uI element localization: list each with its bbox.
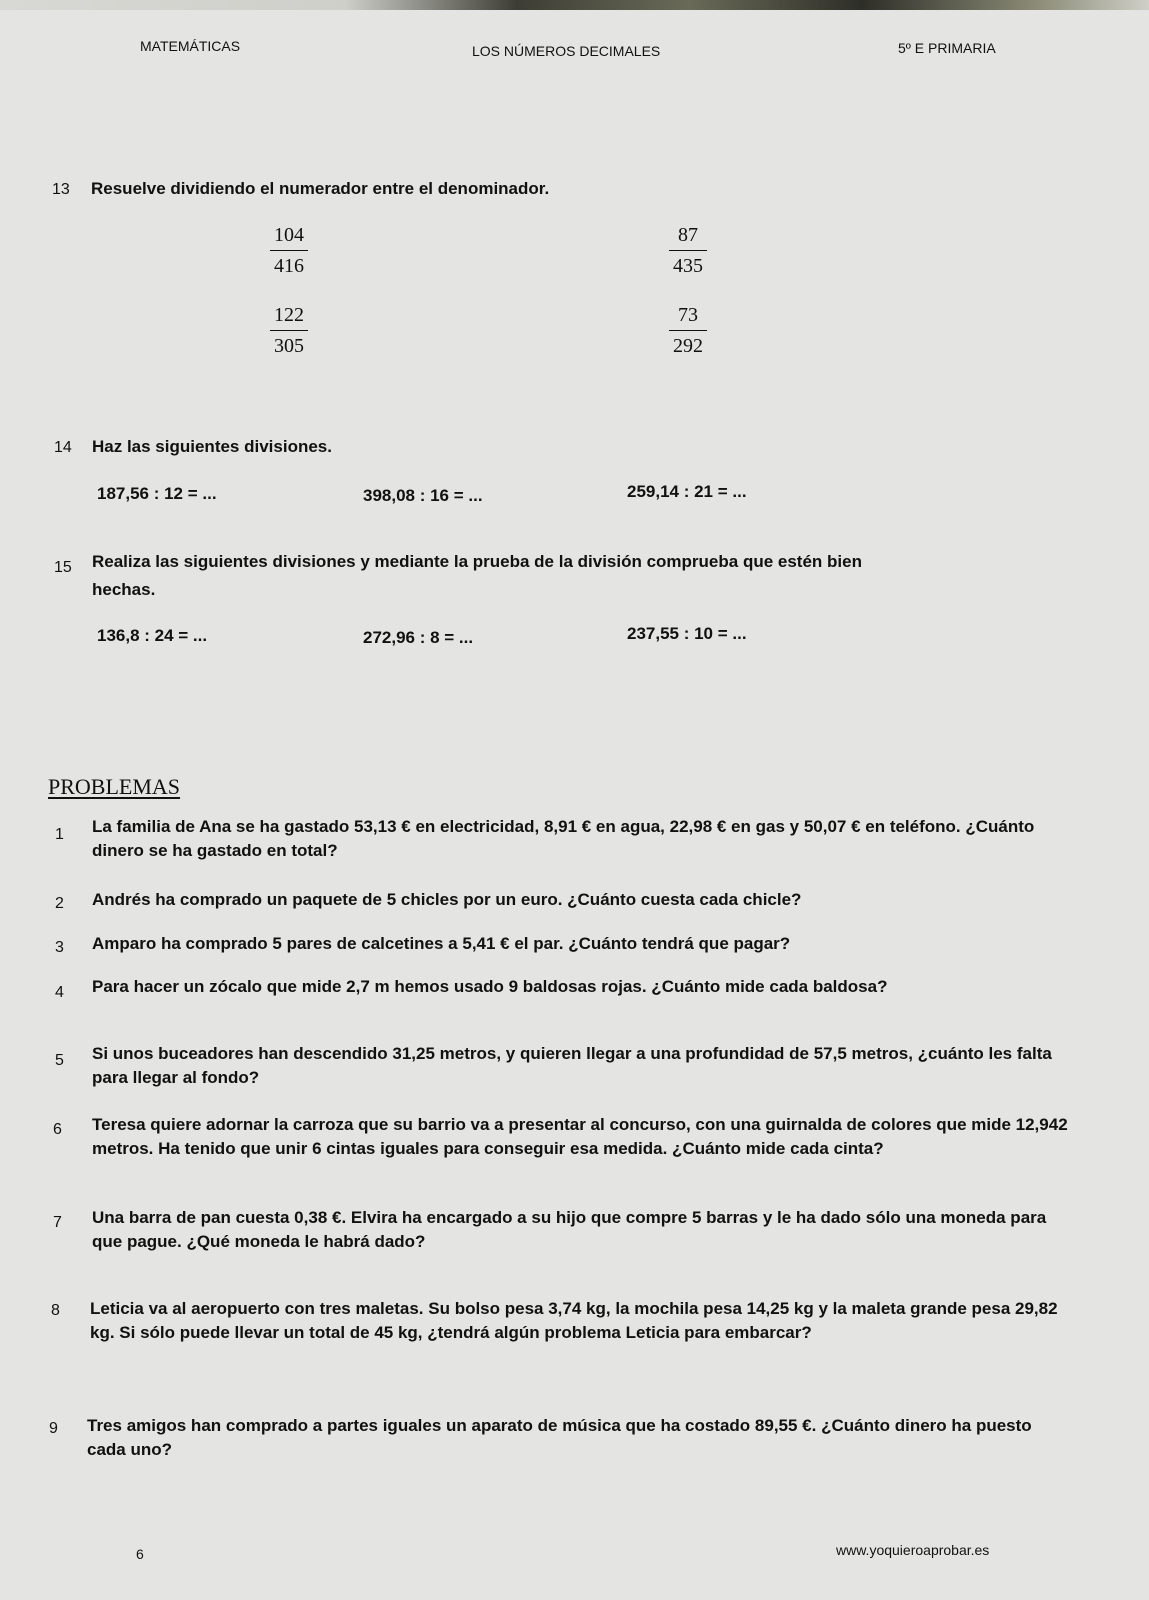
- problem-text: La familia de Ana se ha gastado 53,13 € en electricidad, 8,91 € en agua, 22,98 € en gas y 50,07 € en teléfono. ¿Cuánto dinero se ha gastado en total?: [92, 817, 1035, 860]
- exercise-instruction-line1: Realiza las siguientes divisiones y mediante la prueba de la división comprueba que estén bien: [92, 552, 862, 571]
- problem-number: 2: [55, 895, 64, 912]
- header-subject: MATEMÁTICAS: [140, 38, 241, 54]
- problem-number: 4: [55, 984, 64, 1001]
- problem-number: 6: [53, 1121, 62, 1138]
- problem-number: 3: [55, 939, 64, 956]
- fraction-denominator: 416: [274, 255, 304, 277]
- division-item: 398,08 : 16 = ...: [363, 486, 483, 505]
- fraction-denominator: 435: [673, 255, 703, 277]
- division-item: 259,14 : 21 = ...: [627, 482, 747, 501]
- problem-text: Andrés ha comprado un paquete de 5 chicles por un euro. ¿Cuánto cuesta cada chicle?: [92, 890, 802, 909]
- problem-text: Teresa quiere adornar la carroza que su barrio va a presentar al concurso, con una guirnalda de colores que mide 12,942 metros. Ha tenido que unir 6 cintas iguales para conseguir esa medida. ¿Cuánto mide cada cinta?: [92, 1115, 1068, 1158]
- exercise-instruction-line2: hechas.: [92, 580, 156, 599]
- problem-number: 8: [51, 1302, 60, 1319]
- fraction-numerator: 104: [274, 224, 304, 246]
- problem-number: 9: [49, 1420, 58, 1437]
- exercise-instruction: Haz las siguientes divisiones.: [92, 437, 332, 456]
- header-level: 5º E PRIMARIA: [898, 40, 996, 56]
- fraction: [264, 303, 314, 358]
- fraction-numerator: 122: [274, 304, 304, 326]
- division-item: 136,8 : 24 = ...: [97, 626, 208, 645]
- fraction-denominator: 292: [673, 335, 703, 357]
- problem-number: 5: [55, 1052, 64, 1069]
- fraction-bar: [669, 250, 707, 251]
- problem-text: Para hacer un zócalo que mide 2,7 m hemos usado 9 baldosas rojas. ¿Cuánto mide cada baldosa?: [92, 977, 888, 996]
- problem-number: 7: [53, 1214, 62, 1231]
- problem-text: Tres amigos han comprado a partes iguales un aparato de música que ha costado 89,55 €. ¿Cuánto dinero ha puesto cada uno?: [87, 1416, 1032, 1459]
- exercise-number: 14: [54, 439, 72, 456]
- fraction-denominator: 305: [274, 335, 304, 357]
- fraction: [264, 223, 314, 278]
- division-item: 187,56 : 12 = ...: [97, 484, 217, 503]
- fraction: [663, 223, 713, 278]
- fraction-bar: [669, 330, 707, 331]
- scan-top-band: [0, 0, 1149, 10]
- fraction-numerator: 87: [678, 224, 698, 246]
- section-title: PROBLEMAS: [48, 774, 181, 799]
- fraction: [663, 303, 713, 358]
- problem-number: 1: [55, 826, 64, 843]
- exercise-number: 13: [52, 181, 70, 198]
- division-item: 272,96 : 8 = ...: [363, 628, 474, 647]
- footer-website: www.yoquieroaprobar.es: [836, 1542, 990, 1558]
- division-item: 237,55 : 10 = ...: [627, 624, 747, 643]
- page-number: 6: [136, 1546, 144, 1562]
- problem-text: Una barra de pan cuesta 0,38 €. Elvira ha encargado a su hijo que compre 5 barras y le ha dado sólo una moneda para que pague. ¿Qué moneda le habrá dado?: [92, 1208, 1047, 1251]
- problem-text: Leticia va al aeropuerto con tres maletas. Su bolso pesa 3,74 kg, la mochila pesa 14,25 kg y la maleta grande pesa 29,82 kg. Si sólo puede llevar un total de 45 kg, ¿tendrá algún problema Leticia para embarcar?: [90, 1299, 1058, 1342]
- fraction-bar: [270, 250, 308, 251]
- problem-text: Amparo ha comprado 5 pares de calcetines a 5,41 € el par. ¿Cuánto tendrá que pagar?: [92, 934, 791, 953]
- header-topic: LOS NÚMEROS DECIMALES: [472, 43, 661, 59]
- exercise-instruction: Resuelve dividiendo el numerador entre el denominador.: [91, 179, 550, 198]
- fraction-bar: [270, 330, 308, 331]
- exercise-number: 15: [54, 559, 72, 576]
- problem-text: Si unos buceadores han descendido 31,25 metros, y quieren llegar a una profundidad de 57,5 metros, ¿cuánto les falta para llegar al fondo?: [92, 1044, 1052, 1087]
- fraction-numerator: 73: [678, 304, 698, 326]
